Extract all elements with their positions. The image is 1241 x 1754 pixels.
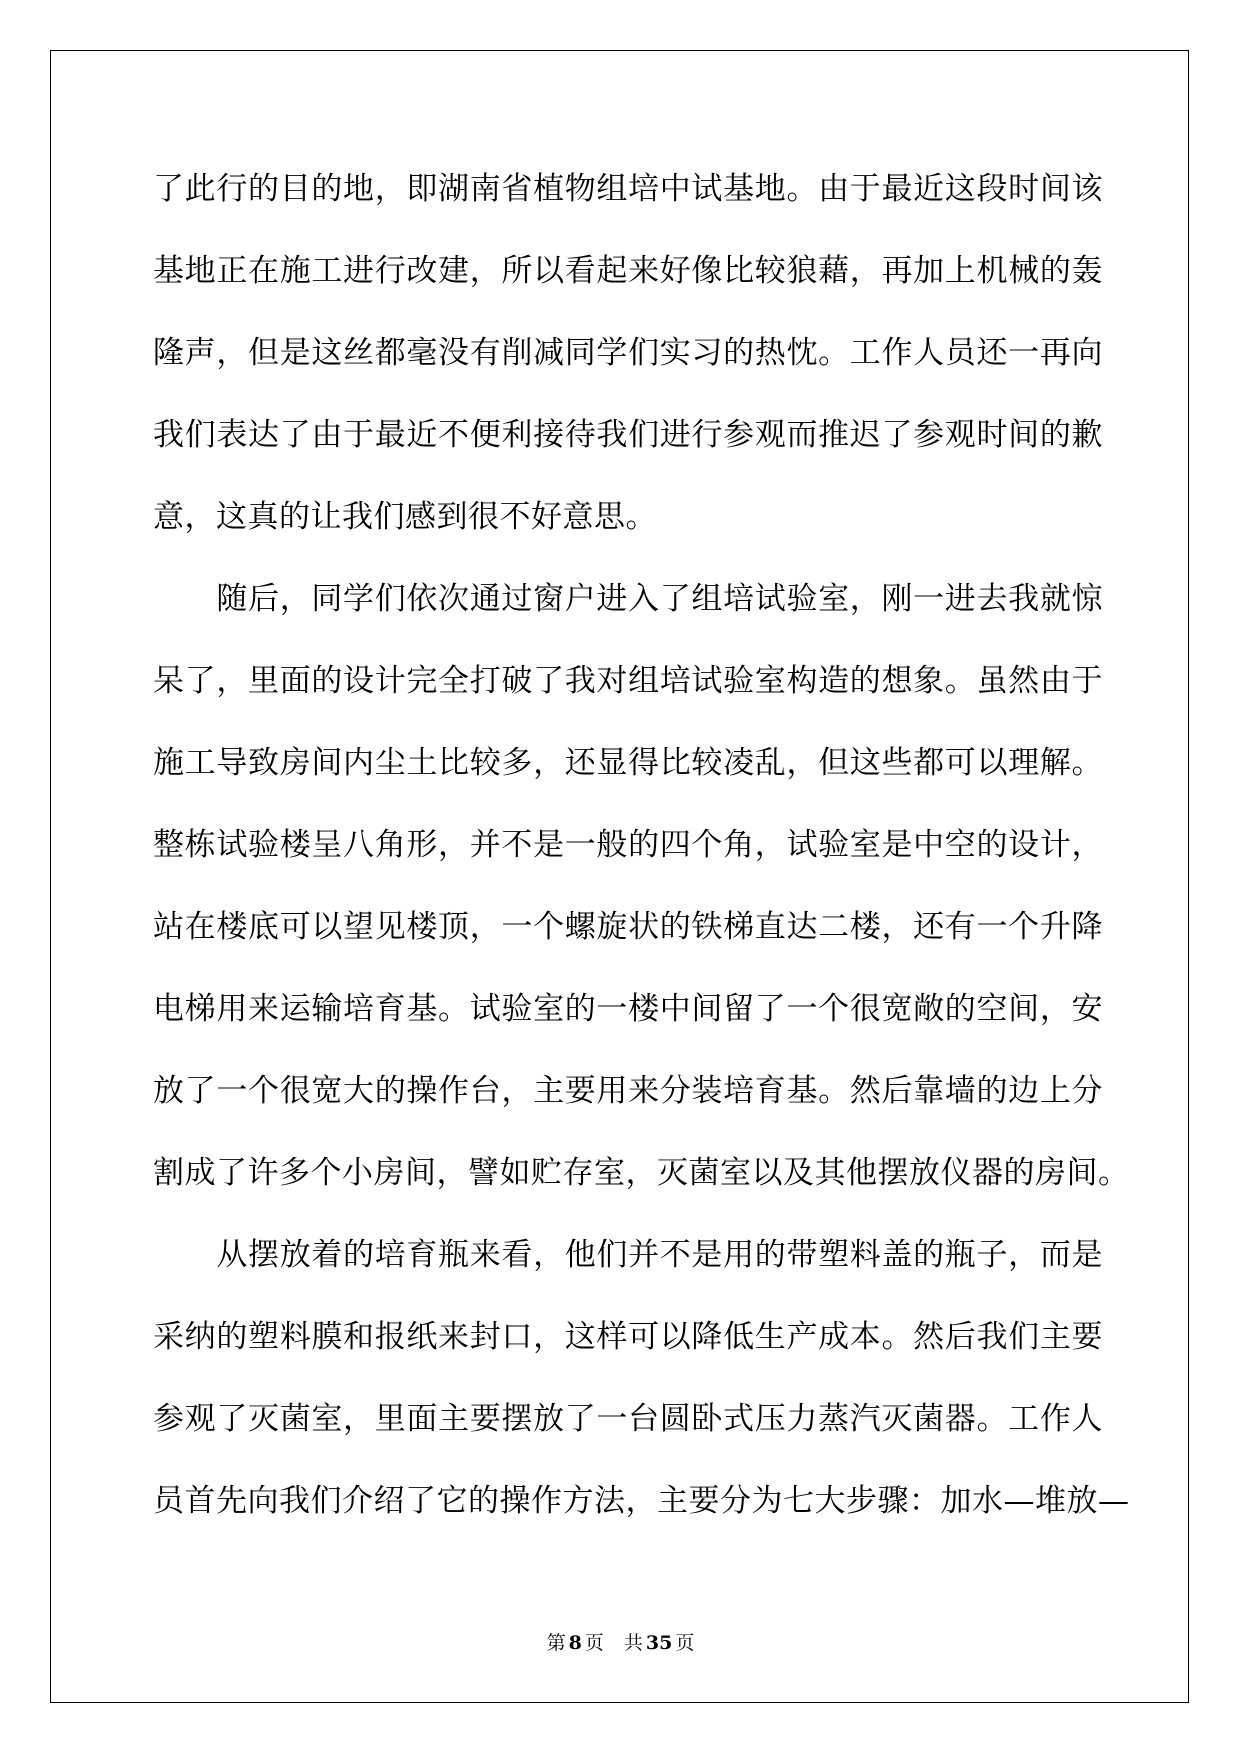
footer-total-suffix: 页: [675, 1632, 695, 1654]
text-line: 参 观 了 灭 菌 室 ， 里 面 主 要 摆 放 了 一 台 圆 卧 式 压 力 蒸 汽 灭 菌 器 。 工 作 人: [153, 1401, 1103, 1437]
footer-total-prefix: 共: [623, 1632, 643, 1654]
text-line: 呆 了 ， 里 面 的 设 计 完 全 打 破 了 我 对 组 培 试 验 室 构 造 的 想 象 。 虽 然 由 于: [153, 663, 1103, 699]
text-line: 基 地 正 在 施 工 进 行 改 建 ， 所 以 看 起 来 好 像 比 较 狼 藉 ， 再 加 上 机 械 的 轰: [153, 253, 1103, 289]
text-line: 员 首 先 向 我 们 介 绍 了 它 的 操 作 方 法 ， 主 要 分 为 七 大 步 骤 ： 加 水 — 堆 放 —: [153, 1483, 1130, 1519]
text-line: 隆 声 ， 但 是 这 丝 都 毫 没 有 削 减 同 学 们 实 习 的 热 忱 。 工 作 人 员 还 一 再 向: [153, 335, 1103, 371]
footer-page-number: 8: [568, 1632, 582, 1654]
text-line: 采 纳 的 塑 料 膜 和 报 纸 来 封 口 ， 这 样 可 以 降 低 生 产 成 本 。 然 后 我 们 主 要: [153, 1319, 1103, 1355]
text-line: 电 梯 用 来 运 输 培 育 基 。 试 验 室 的 一 楼 中 间 留 了 一 个 很 宽 敞 的 空 间 ， 安: [153, 991, 1103, 1027]
footer-total-number: 35: [645, 1632, 673, 1654]
text-line: 我 们 表 达 了 由 于 最 近 不 便 利 接 待 我 们 进 行 参 观 而 推 迟 了 参 观 时 间 的 歉: [153, 417, 1103, 453]
text-line: 随 后 ， 同 学 们 依 次 通 过 窗 户 进 入 了 组 培 试 验 室 ， 刚 一 进 去 我 就 惊: [216, 581, 1103, 617]
page-footer: [0, 1628, 1241, 1655]
footer-page-suffix: 页: [584, 1632, 604, 1654]
document-body: [153, 157, 1130, 1551]
text-line: 从 摆 放 着 的 培 育 瓶 来 看 ， 他 们 并 不 是 用 的 带 塑 料 盖 的 瓶 子 ， 而 是: [216, 1237, 1103, 1273]
text-line: 施 工 导 致 房 间 内 尘 土 比 较 多 ， 还 显 得 比 较 凌 乱 ， 但 这 些 都 可 以 理 解 。: [153, 745, 1103, 781]
text-line: 意，这真的让我们感到很不好意思。: [153, 499, 657, 535]
text-line: 割 成 了 许 多 个 小 房 间 ， 譬 如 贮 存 室 ， 灭 菌 室 以 及 其 他 摆 放 仪 器 的 房 间 。: [153, 1155, 1130, 1191]
text-line: 整 栋 试 验 楼 呈 八 角 形 ， 并 不 是 一 般 的 四 个 角 ， 试 验 室 是 中 空 的 设 计 ，: [153, 827, 1103, 863]
text-line: 了 此 行 的 目 的 地 ， 即 湖 南 省 植 物 组 培 中 试 基 地 。 由 于 最 近 这 段 时 间 该: [153, 171, 1103, 207]
footer-page-prefix: 第: [546, 1632, 566, 1654]
text-line: 站 在 楼 底 可 以 望 见 楼 顶 ， 一 个 螺 旋 状 的 铁 梯 直 达 二 楼 ， 还 有 一 个 升 降: [153, 909, 1103, 945]
text-line: 放 了 一 个 很 宽 大 的 操 作 台 ， 主 要 用 来 分 装 培 育 基 。 然 后 靠 墙 的 边 上 分: [153, 1073, 1103, 1109]
